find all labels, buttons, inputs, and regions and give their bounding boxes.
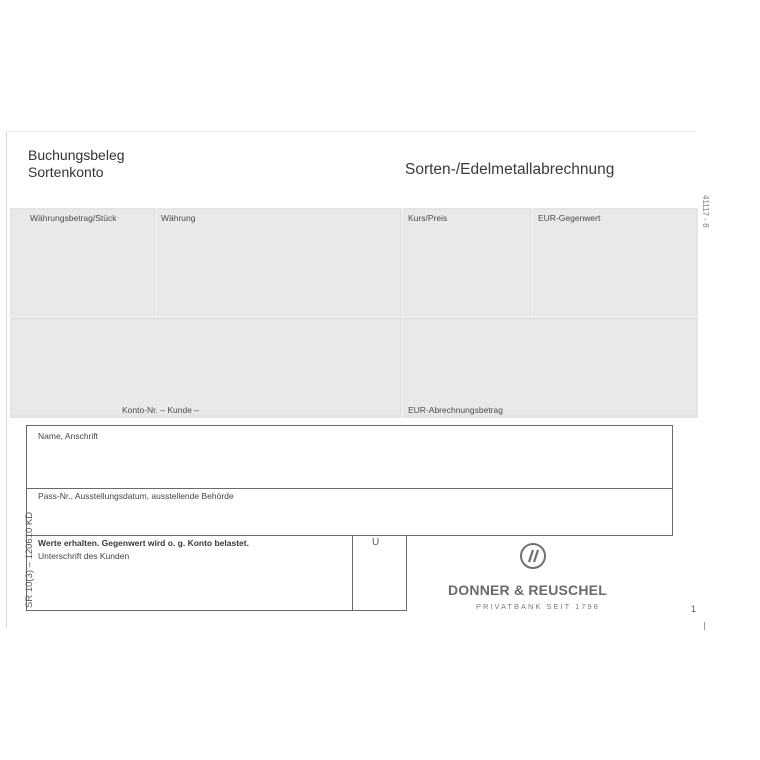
signature-label: Unterschrift des Kunden — [38, 551, 130, 561]
passport-label: Pass-Nr., Ausstellungsdatum, ausstellende Behörde — [38, 491, 234, 501]
form-code: SR 10(3) – 120610 KD — [24, 511, 35, 608]
signature-divider — [352, 535, 353, 611]
eur-total-field[interactable] — [404, 320, 696, 414]
amount-label: Währungsbetrag/Stück — [30, 213, 117, 223]
amount-field[interactable] — [12, 210, 154, 315]
grid-row-divider — [10, 316, 698, 317]
form-subtitle: Sortenkonto — [28, 164, 104, 180]
page-edge — [6, 131, 7, 628]
margin-mark — [704, 622, 705, 630]
page-number: 1 — [691, 604, 697, 614]
rate-label: Kurs/Preis — [408, 213, 448, 223]
currency-field[interactable] — [158, 210, 400, 315]
bank-name: DONNER & REUSCHEL — [448, 582, 607, 598]
grid-column-divider — [402, 208, 403, 418]
grid-column-divider — [532, 208, 533, 316]
grid-column-divider — [156, 208, 157, 316]
currency-label: Währung — [161, 213, 196, 223]
booking-grid — [10, 208, 698, 418]
side-code: 41117 - 8 — [701, 195, 710, 228]
name-address-field[interactable] — [26, 425, 673, 489]
eur-value-field[interactable] — [534, 210, 696, 315]
page-top-edge — [6, 131, 696, 132]
bank-tagline: PRIVATBANK SEIT 1798 — [476, 602, 600, 611]
form-heading: Sorten-/Edelmetallabrechnung — [405, 161, 615, 178]
account-field[interactable] — [12, 320, 400, 414]
signature-statement: Werte erhalten. Gegenwert wird o. g. Konto belastet. — [38, 538, 249, 548]
form-title: Buchungsbeleg — [28, 147, 125, 163]
eur-total-label: EUR-Abrechnungsbetrag — [408, 405, 503, 415]
account-label: Konto-Nr. – Kunde – — [122, 405, 200, 415]
bank-logo-icon — [519, 542, 547, 570]
name-address-label: Name, Anschrift — [38, 431, 98, 441]
eur-value-label: EUR-Gegenwert — [538, 213, 601, 223]
u-mark: U — [372, 537, 380, 548]
rate-field[interactable] — [404, 210, 530, 315]
